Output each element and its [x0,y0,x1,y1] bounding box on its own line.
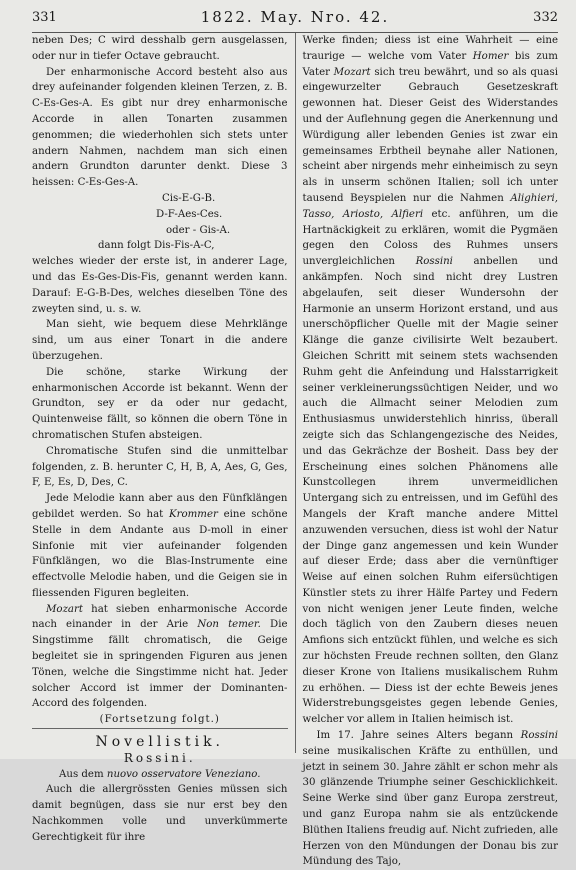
chord-line: D-F-Aes-Ces. [156,208,223,220]
text-run: Jede Melodie kann aber aus den Fünfklängen gebildet werden. So hat [32,493,288,520]
text-run: hat sieben enharmonische Accorde nach einander in der Arie [32,603,288,631]
text-run: sich treu bewährt, und so als quasi eingewurzelter Gebrauch Gesetzeskraft gewonnen hat. Dieser Geist des Widerstandes und der Auflehnung gegen die Anerkennung und Würdigung aller lebenden Genies ist zwar ein gemeinsames Erbtheil beynahe aller Nationen, scheint aber nirgends mehr einheimisch zu seyn als in unserm schönen Italien; soll ich unter tausend Beyspielen nur die Nahmen [302,66,558,204]
chord-line: dann folgt Dis-Fis-A-C, [98,240,215,252]
left-column [32,33,295,843]
continuation-note: (Fortsetzung folgt.) [99,714,220,726]
paragraph [303,33,559,728]
text-run: seine musikalischen Kräfte zu enthüllen, und jetzt in seinem 30. Jahre zählt er schon mehr als 30 glänzende Triumphe seiner Geschicklichkeit. Seine Werke sind über ganz Europa zerstreut, und ganz Europa nahm sie als entzückende Blüthen Italiens freudig auf. Nicht zufrieden, alle Herzen von den Mündungen der Donau bis zur Mündung des Tajo, [302,745,558,868]
paragraph [32,602,288,713]
text-run: Werke finden; diess ist eine Wahrheit — eine traurige — welche vom Vater [302,35,558,62]
composer-name: Krommer [169,508,218,520]
chord-line: Cis-E-G-B. [162,192,216,204]
person-name: Homer [472,50,509,62]
right-column [295,33,559,868]
running-title: 1822. May. Nro. 42. [200,8,390,26]
paragraph: Chromatische Stufen sind die unmittelbar folgenden, z. B. herunter C, H, B, A, Aes, G, Ges, F, E, Es, D, Des, C. [32,445,288,489]
text-run: bis zum Vater [302,50,558,78]
text-run: etc. anführen, um die Hartnäckigkeit zu erklären, womit die Pygmäen gegen den Coloss des Ruhmes unsers unvergleichlichen [302,208,558,268]
person-name: Rossini [415,256,453,268]
person-name: Rossini [520,730,558,742]
article-source [32,767,288,783]
text-run: Die Singstimme fällt chromatisch, die Geige begleitet sie in springenden Figuren aus jenen Tönen, welche die Singstimme nicht hat. Jeder solcher Accord ist immer der Dominanten-Accord des folgenden. [32,619,288,710]
text-columns [32,33,558,868]
paragraph: welches wieder der erste ist, in anderer Lage, und das Es-Ges-Dis-Fis, genannt werden kann. Darauf: E-G-B-Des, welches dieselben Töne des zweyten sind, u. s. w. [32,256,288,315]
paragraph: Auch die allergrössten Genies müssen sich damit begnügen, dass sie nur erst bey den Nachkommen volle und unverkümmerte Gerechtigkeit für ihre [32,784,288,843]
page-number-right: 332 [533,10,558,25]
paragraph: Die schöne, starke Wirkung der enharmonischen Accorde ist bekannt. Wenn der Grundton, sey er da oder nur gedacht, Quintenweise fällt, so können die obern Töne in chromatischen Stufen absteigen. [32,366,288,441]
section-title: Novellistik. [95,734,225,751]
section-divider [32,728,288,729]
aria-title: Non temer. [197,619,261,631]
paragraph: Man sieht, wie bequem diese Mehrklänge sind, um aus einer Tonart in die andere überzugehen. [32,319,288,362]
text-run: anbellen und ankämpfen. Noch sind nicht drey Lustren abgelaufen, seit dieser Wundersohn der Harmonie an unserm Horizont erstand, und aus unerschöpflicher Quelle mit der Magie seiner Klänge die ganze civilisirte Welt bezaubert. Gleichen Schritt mit seinem stets wachsenden Ruhm geht die Anfeindung und Halsstarrigkeit seiner verkleinerungssüchtigen Neider, und wo auch die Allmacht seiner Melodien zum Enthusiasmus unwiderstehlich hinriss, überall zeigte sich das Schlangengezische des Neides, und das Gekrächze der Bosheit. Dass bey der Erscheinung eines solchen Phänomens alle Kunstcollegen ihrem unvermeidlichen Untergang sich zu entreissen, und im Gefühl des Mangels der Kraft manche andere Mittel anzuwenden versuchen, diess ist wohl der Natur der Dinge ganz angemessen und kein Wunder auf dieser Erde; dass aber die vernünftiger Weise auf einen solchen Ruhm eifersüchtigen Künstler stets zu ihrer Hälfe Partey und Federn von nicht wenigen jener Leute finden, welche doch täglich von den Zaubern dieses neuen Amfions sich entzückt fühlen, und welche es sich zur höchsten Freude rechnen sollten, den Glanz dieser Krone von Italiens musikalischem Ruhm zu erhöhen. — Diess ist der echte Beweis jenes Widerstrebungsgeistes gegen lebende Genies, welcher vor allem in Italien heimisch ist. [302,256,558,726]
text-run: Aus dem [59,768,104,780]
person-names: Alighieri, Tasso, Ariosto, Alfieri [302,192,558,220]
paragraph [32,491,288,602]
text-run: Im 17. Jahre seines Alters begann [316,730,514,742]
paragraph: Der enharmonische Accord besteht also aus drey aufeinander folgenden kleinen Terzen, z. B. C-Es-Ges-A. Es gibt nur drey enharmonische Accorde in allen Tonarten zusammen genommen; die wiederhohlen sich stets unter andern Nahmen, nachdem man sich einen andern Grundton darunter denkt. Diese 3 heissen: C-Es-Ges-A. [32,66,288,189]
composer-name: Mozart [46,603,83,615]
person-name: Mozart [333,66,371,78]
paragraph [303,728,559,870]
text-run: eine schöne Stelle in dem Andante aus D-moll in einer Sinfonie mit vier aufeinander folgenden Fünfklängen, wo die Blas-Instrumente eine effectvolle Melodie haben, und die Geigen sie in fliessenden Figuren begleiten. [32,508,288,599]
source-name: nuovo osservatore Veneziano. [106,768,261,780]
chord-line: oder - Gis-A. [166,224,231,236]
page-header [32,6,558,33]
section-subtitle: Rossini. [123,750,196,765]
page-number-left: 331 [32,10,57,25]
paragraph: neben Des; C wird desshalb gern ausgelassen, oder nur in tiefer Octave gebraucht. [32,35,288,62]
